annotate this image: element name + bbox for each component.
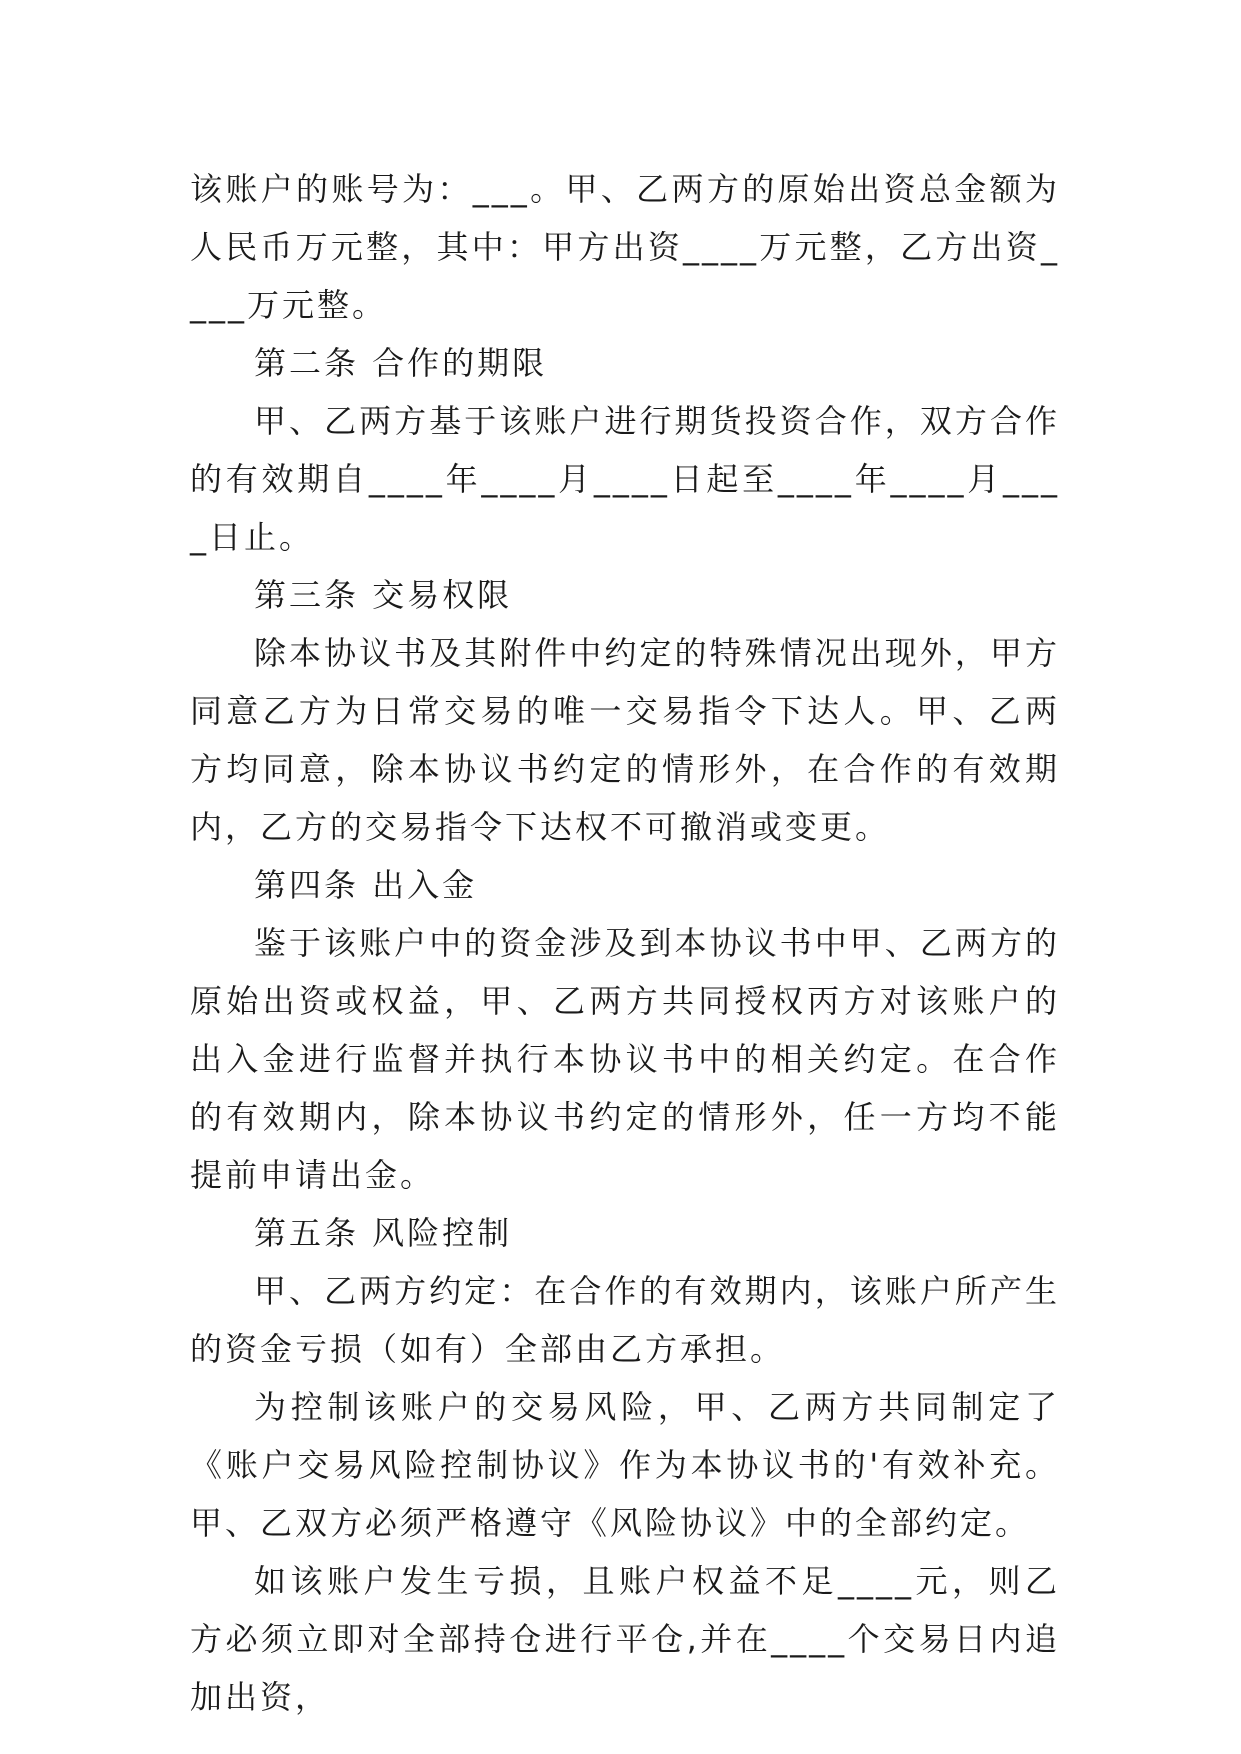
heading-article-3: 第三条 交易权限 <box>254 576 513 614</box>
heading-article-2: 第二条 合作的期限 <box>254 344 548 382</box>
heading-article-5: 第五条 风险控制 <box>254 1214 513 1252</box>
paragraph-risk-loss: 甲、乙两方约定：在合作的有效期内，该账户所产生的资金亏损（如有）全部由乙方承担。 <box>190 1272 1060 1368</box>
paragraph-cooperation-period: 甲、乙两方基于该账户进行期货投资合作，双方合作的有效期自____年____月____日起至____年____月____日止。 <box>190 402 1060 556</box>
paragraph-loss-handling: 如该账户发生亏损，且账户权益不足____元，则乙方必须立即对全部持仓进行平仓,并在____个交易日内追加出资， <box>190 1562 1060 1716</box>
paragraph-account-capital: 该账户的账号为：___。甲、乙两方的原始出资总金额为人民币万元整，其中：甲方出资____万元整，乙方出资____万元整。 <box>190 170 1060 324</box>
paragraph-trading-authority: 除本协议书及其附件中约定的特殊情况出现外，甲方同意乙方为日常交易的唯一交易指令下达人。甲、乙两方均同意，除本协议书约定的情形外，在合作的有效期内，乙方的交易指令下达权不可撤消或变更。 <box>190 634 1060 846</box>
paragraph-risk-agreement: 为控制该账户的交易风险，甲、乙两方共同制定了《账户交易风险控制协议》作为本协议书的'有效补充。甲、乙双方必须严格遵守《风险协议》中的全部约定。 <box>190 1388 1060 1542</box>
heading-article-4: 第四条 出入金 <box>254 866 478 904</box>
document-body <box>190 160 1060 1726</box>
paragraph-deposit-withdrawal: 鉴于该账户中的资金涉及到本协议书中甲、乙两方的原始出资或权益，甲、乙两方共同授权丙方对该账户的出入金进行监督并执行本协议书中的相关约定。在合作的有效期内，除本协议书约定的情形外，任一方均不能提前申请出金。 <box>190 924 1060 1194</box>
